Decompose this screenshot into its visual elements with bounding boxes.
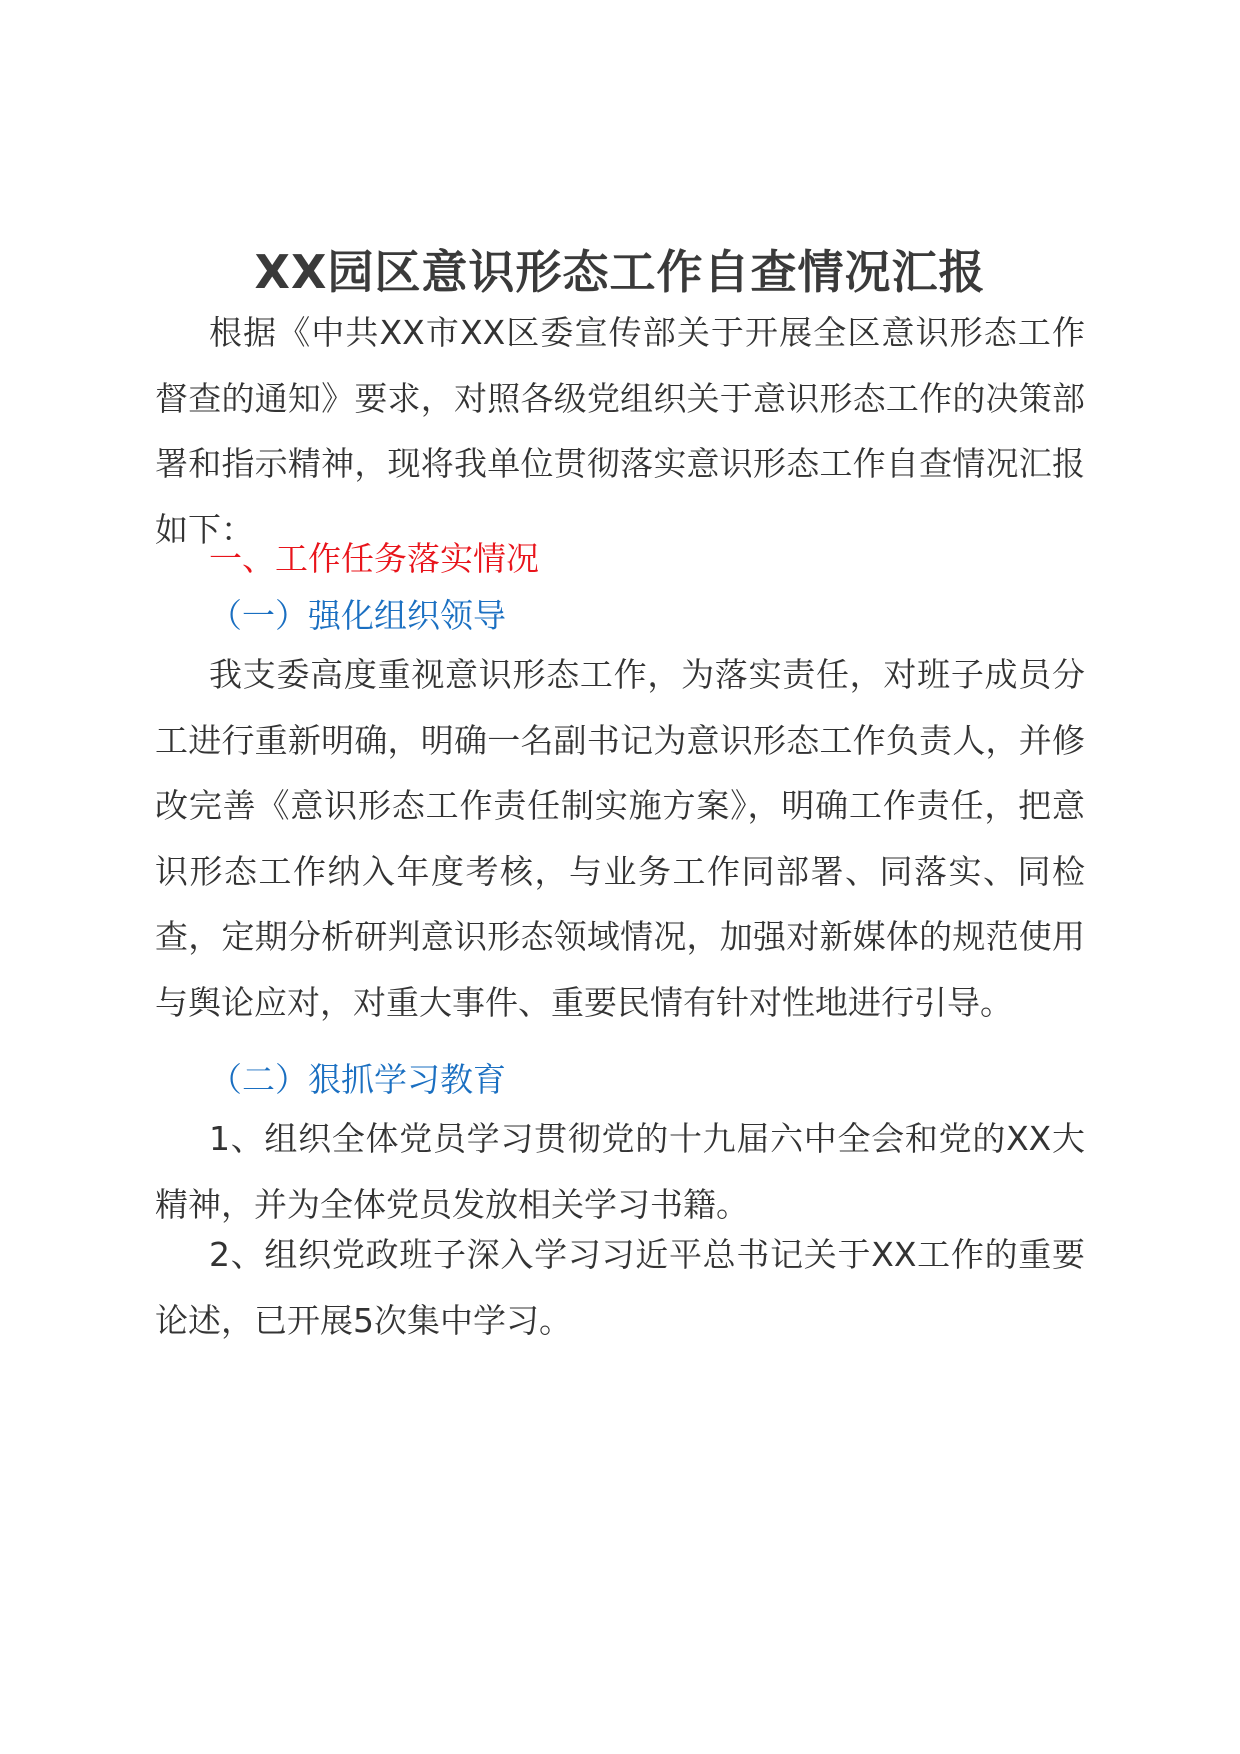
- subsection-heading-study: （二）狠抓学习教育: [209, 1060, 506, 1099]
- study-item-2: 2、组织党政班子深入学习习近平总书记关于XX工作的重要论述，已开展5次集中学习。: [155, 1235, 1085, 1340]
- document-title: XX园区意识形态工作自查情况汇报: [254, 245, 986, 299]
- organization-paragraph: 我支委高度重视意识形态工作，为落实责任，对班子成员分工进行重新明确，明确一名副书记为意识形态工作负责人，并修改完善《意识形态工作责任制实施方案》，明确工作责任，把意识形态工作纳入年度考核，与业务工作同部署、同落实、同检查，定期分析研判意识形态领域情况，加强对新媒体的规范使用与舆论应对，对重大事件、重要民情有针对性地进行引导。: [155, 655, 1085, 1022]
- study-item-1: 1、组织全体党员学习贯彻党的十九届六中全会和党的XX大精神，并为全体党员发放相关学习书籍。: [155, 1119, 1085, 1224]
- subsection-heading-organization: （一）强化组织领导: [209, 596, 506, 635]
- section-heading-work-tasks: 一、工作任务落实情况: [209, 539, 539, 578]
- intro-paragraph: 根据《中共XX市XX区委宣传部关于开展全区意识形态工作督查的通知》要求，对照各级党组织关于意识形态工作的决策部署和指示精神，现将我单位贯彻落实意识形态工作自查情况汇报如下：: [155, 313, 1085, 549]
